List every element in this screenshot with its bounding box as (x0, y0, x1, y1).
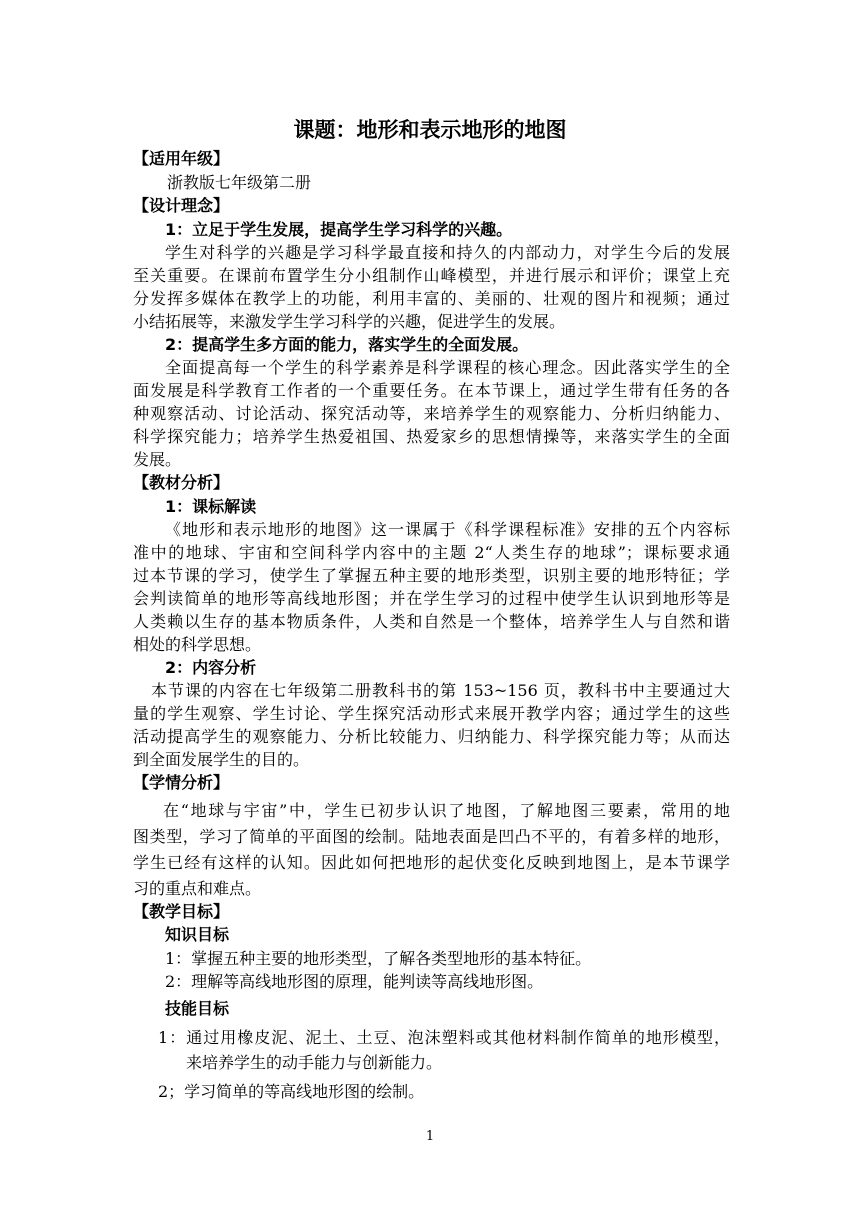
material-1-heading: 1：课标解读 (165, 497, 257, 516)
paragraph-line: 到全面发展学生的目的。 (133, 750, 310, 769)
paragraph-line: 至关重要。在课前布置学生分小组制作山峰模型，并进行展示和评价；课堂上充 (133, 266, 730, 285)
page-number: 1 (425, 1129, 435, 1144)
grade-text: 浙教版七年级第二册 (167, 173, 312, 192)
section-heading-learner: 【学情分析】 (133, 773, 230, 792)
paragraph-line: 习的重点和难点。 (133, 879, 262, 898)
paragraph-line: 活动提高学生的观察能力、分析比较能力、归纳能力、科学探究能力等；从而达 (133, 727, 730, 746)
paragraph-line: 学生对科学的兴趣是学习科学最直接和持久的内部动力，对学生今后的发展 (165, 243, 730, 262)
knowledge-goal-1: 1：掌握五种主要的地形类型，了解各类型地形的基本特征。 (165, 949, 592, 968)
section-heading-material: 【教材分析】 (133, 473, 230, 492)
section-heading-concept: 【设计理念】 (133, 196, 230, 215)
paragraph-line: 《地形和表示地形的地图》这一课属于《科学课程标准》安排的五个内容标 (165, 520, 730, 539)
knowledge-goal-2: 2：理解等高线地形图的原理，能判读等高线地形图。 (165, 972, 544, 991)
paragraph-line: 发展。 (133, 450, 182, 469)
paragraph-line: 面发展是科学教育工作者的一个重要任务。在本节课上，通过学生带有任务的各 (133, 381, 730, 400)
paragraph-line: 量的学生观察、学生讨论、学生探究活动形式来展开教学内容；通过学生的这些 (133, 704, 730, 723)
paragraph-line: 全面提高每一个学生的科学素养是科学课程的核心理念。因此落实学生的全 (165, 358, 730, 377)
section-heading-goals: 【教学目标】 (133, 902, 230, 921)
skill-goal-1: 1：通过用橡皮泥、泥土、土豆、泡沫塑料或其他材料制作简单的地形模型， (158, 1028, 730, 1047)
concept-1-heading: 1：立足于学生发展，提高学生学习科学的兴趣。 (165, 220, 513, 239)
paragraph-line: 分发挥多媒体在教学上的功能，利用丰富的、美丽的、壮观的图片和视频；通过 (133, 289, 730, 308)
knowledge-goals-heading: 知识目标 (165, 925, 230, 944)
paragraph-line: 在“地球与宇宙”中，学生已初步认识了地图，了解地图三要素，常用的地 (163, 801, 730, 820)
paragraph-line: 小结拓展等，来激发学生学习科学的兴趣，促进学生的发展。 (133, 312, 566, 331)
paragraph-line: 本节课的内容在七年级第二册教科书的第 153~156 页，教科书中主要通过大 (151, 681, 730, 700)
paragraph-line: 过本节课的学习，使学生了掌握五种主要的地形类型，识别主要的地形特征；学 (133, 566, 730, 585)
paragraph-line: 人类赖以生存的基本物质条件，人类和自然是一个整体，培养学生人与自然和谐 (133, 612, 730, 631)
paragraph-line: 相处的科学思想。 (133, 635, 262, 654)
paragraph-line: 准中的地球、宇宙和空间科学内容中的主题 2“人类生存的地球”；课标要求通 (133, 543, 730, 562)
skill-goals-heading: 技能目标 (165, 999, 230, 1018)
material-2-heading: 2：内容分析 (165, 658, 257, 677)
paragraph-line: 会判读简单的地形等高线地形图；并在学生学习的过程中使学生认识到地形等是 (133, 589, 730, 608)
skill-goal-1-cont: 来培养学生的动手能力与创新能力。 (186, 1053, 443, 1072)
concept-2-heading: 2：提高学生多方面的能力，落实学生的全面发展。 (165, 335, 529, 354)
page-title: 课题：地形和表示地形的地图 (293, 118, 567, 142)
paragraph-line: 种观察活动、讨论活动、探究活动等，来培养学生的观察能力、分析归纳能力、 (133, 404, 730, 423)
paragraph-line: 学生已经有这样的认知。因此如何把地形的起伏变化反映到地图上，是本节课学 (133, 853, 730, 872)
paragraph-line: 科学探究能力；培养学生热爱祖国、热爱家乡的思想情操等，来落实学生的全面 (133, 427, 730, 446)
section-heading-grade: 【适用年级】 (133, 149, 230, 168)
skill-goal-2: 2；学习简单的等高线地形图的绘制。 (158, 1082, 425, 1101)
paragraph-line: 图类型，学习了简单的平面图的绘制。陆地表面是凹凸不平的，有着多样的地形， (133, 827, 730, 846)
